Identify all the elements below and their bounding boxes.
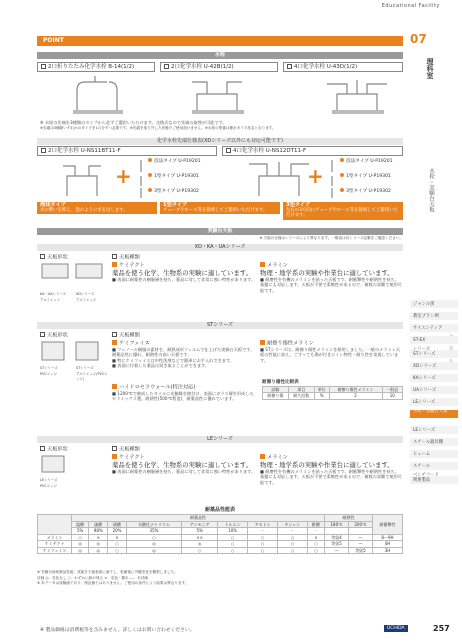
chem-col-header: 水酸化ナトリウム bbox=[126, 521, 181, 528]
sidebar-item[interactable]: ヒューム bbox=[410, 450, 458, 459]
maker-logo: UCHIDA bbox=[384, 625, 408, 632]
sidebar-item[interactable]: スチール器具棚 bbox=[410, 438, 458, 447]
chem-cell: ○ bbox=[248, 541, 278, 548]
st-scratch-table: 耐擦り傷性比較表 試験 項目 単位 耐擦り傷性メラミン 一般品 耐擦り傷 耐久回数 % 2 10 bbox=[262, 380, 403, 400]
chem-cell: ○ bbox=[218, 547, 248, 554]
chem-cell: ○ bbox=[278, 541, 308, 548]
sidebar-item[interactable]: KAシリーズ bbox=[410, 374, 458, 383]
chem-cell: ◎ bbox=[72, 547, 89, 554]
faucet-note-2: ※先端は3種類いずれかのタイプを1口分ずつ必要です。※先端を取り外した状態でご使用頂けません。※水栓の型番は節水タイプ品名となります。 bbox=[40, 126, 276, 130]
chapter-number: 07 bbox=[410, 32, 427, 46]
chem-col-header: 200℃ bbox=[349, 521, 373, 528]
faucet-header-u43d: 4口化学水栓 U-43D(1/2) bbox=[283, 62, 403, 72]
st-edge-images bbox=[40, 340, 108, 364]
chem-col-header: アセトン bbox=[248, 521, 278, 528]
faucet-select-title: 化学水栓先端仕様表(XDシリーズ以外にも対応可能です) bbox=[37, 138, 403, 145]
chem-cell: — bbox=[349, 534, 373, 541]
chem-row-name: ケミテクト bbox=[38, 541, 72, 548]
sidebar-item[interactable]: STシリーズ bbox=[410, 350, 458, 359]
st-shape2-caption: STシリーズ アルミエッジ(PVCエッジ) bbox=[76, 366, 108, 381]
dot-icon bbox=[340, 158, 344, 162]
chem-cell: ○ bbox=[72, 534, 89, 541]
dot-icon bbox=[148, 173, 152, 177]
chem-cell: ○ bbox=[126, 534, 181, 541]
le-melamine: メラミン 物理・地学系の実験や作業台に適しています。 ■ 耐磨性を有機のメラミンを貼った天板です。耐衝撃性や耐熱性を持ち、基盤にも対応します。天板が不要で柔軟性があるので、複数の実験で使用可能です。 bbox=[260, 454, 402, 485]
chem-cell: 8〜9H bbox=[372, 534, 402, 541]
chem-cell: 3H bbox=[372, 547, 402, 554]
top-bar bbox=[0, 0, 462, 14]
sidebar-item[interactable]: LEシリーズ bbox=[410, 398, 458, 407]
dot-icon bbox=[340, 173, 344, 177]
faucet-ns11-image bbox=[63, 166, 101, 196]
chem-pct: 5% bbox=[72, 528, 89, 535]
chem-cell: 4H bbox=[372, 541, 402, 548]
type-3-box: 3型タイプ 左右の3方向にチューブやホース等を接続してご使用いただけます。 bbox=[283, 202, 403, 220]
faucet-header-ns12: 4口化学水栓 U-NS12DT11-F bbox=[222, 146, 403, 156]
chem-cell: ○ bbox=[218, 534, 248, 541]
chem-cell: ◎ bbox=[126, 541, 181, 548]
chem-pct: - bbox=[307, 528, 324, 535]
tops-note: ※ 天板の仕様はシリーズにより異なります。一覧表は各シリーズ記載をご確認ください。 bbox=[259, 236, 403, 240]
chem-pct: 5% bbox=[182, 528, 218, 535]
sidebar-item[interactable]: ジャンル別 bbox=[410, 300, 458, 309]
chem-cell: ◎ bbox=[72, 541, 89, 548]
plus-icon: + bbox=[307, 164, 324, 188]
dot-icon bbox=[340, 188, 344, 192]
chem-pct: 35% bbox=[126, 528, 181, 535]
sidebar-item[interactable]: 教室プラン例 bbox=[410, 312, 458, 321]
faucet-header-u42b: 2口化学水栓 U-42B(1/2) bbox=[160, 62, 278, 72]
tops-section-title: 実験台天板 bbox=[37, 228, 403, 235]
chem-cell: ×× bbox=[182, 534, 218, 541]
chem-pct: - bbox=[278, 528, 308, 535]
faucet-section-title: 水栓 bbox=[37, 52, 403, 59]
sidebar-item[interactable]: LEシリーズ bbox=[410, 426, 458, 435]
chem-cell: × bbox=[89, 534, 108, 541]
chem-cell: ○ bbox=[307, 541, 324, 548]
chem-cell: ◎ bbox=[126, 547, 181, 554]
sidebar-item[interactable]: ST-EX bbox=[410, 336, 458, 345]
chem-pct: - bbox=[248, 528, 278, 535]
type-1-box: 1型タイプ チューブやホース等を接続してご使用いただけます。 bbox=[160, 202, 280, 214]
chem-col-header: アンモニア bbox=[182, 521, 218, 528]
plus-icon: + bbox=[115, 164, 132, 188]
faucet-header-ns11: 2口化学水栓 U-NS11BT11-F bbox=[37, 146, 217, 156]
chem-cell: ○ bbox=[248, 534, 278, 541]
chem-cell: ○ bbox=[278, 547, 308, 554]
le-chemitect: ケミテクト 薬品を使う化学、生物系の実験に適しています。 ■ 表面に耐薬性の樹脂層を持ち、薬品に対して非常に強い特性があります。 bbox=[112, 454, 256, 474]
st-shape-label: 天板形状 bbox=[40, 332, 68, 339]
chem-cell: ○ bbox=[108, 547, 127, 554]
chem-pct: 98% bbox=[89, 528, 108, 535]
faucet-header-b14: 2口折りたたみ化学水栓 B-14(1/2) bbox=[37, 62, 155, 72]
sidebar-item[interactable]: XDシリーズ bbox=[410, 362, 458, 371]
facility-label: Educational Facility bbox=[381, 3, 440, 9]
chem-cell: ○ bbox=[182, 547, 218, 554]
chem-cell: ◎ bbox=[89, 541, 108, 548]
chem-cell: ◎ bbox=[182, 541, 218, 548]
point-header: POINT bbox=[37, 36, 403, 46]
xd-shape2-caption: XDシリーズ アルミエッジ bbox=[76, 292, 97, 302]
st-type-label: 天板種類 bbox=[112, 332, 140, 339]
xd-shape-label: 天板形状 bbox=[40, 254, 68, 261]
chem-col-header: 塩酸 bbox=[72, 521, 89, 528]
xd-type-label: 天板種類 bbox=[112, 254, 140, 261]
faucet-ns12-image bbox=[249, 162, 309, 196]
chem-cell: 等級5 bbox=[325, 541, 349, 548]
tip-options-b: 技法タイプ U-P19201 1型タイプ U-P19301 3型タイプ U-P19302 bbox=[340, 158, 393, 195]
page-number: 257 bbox=[433, 624, 450, 633]
chem-table-title: 耐薬品性能表 bbox=[204, 507, 235, 513]
sidebar-item[interactable]: スチール bbox=[410, 462, 458, 471]
le-edge-image bbox=[40, 454, 80, 476]
chem-cell: ○ bbox=[248, 547, 278, 554]
chapter-title: 理科室 bbox=[426, 58, 434, 79]
sidebar-item[interactable]: サイエンティア bbox=[410, 324, 458, 333]
table-row bbox=[38, 547, 403, 554]
chem-cell: ○ bbox=[278, 534, 308, 541]
chem-pct: 10% bbox=[218, 528, 248, 535]
sidebar-item[interactable]: 水栓・実験台天板 bbox=[410, 410, 458, 419]
dot-icon bbox=[148, 158, 152, 162]
st-chemiface: ケミフェイス ■ フェノール樹脂の素材を、耐熱成形フィルムで仕上げた実験台天板です。耐薬品性に優れ、耐熱性の高い天板です。 ■ 特にケミフェイスは中性洗剤などで簡単にお手入れできます。 ■ 表面に付着した薬品は拭き取ることができます。 bbox=[112, 340, 255, 368]
chem-col-header: 硝酸 bbox=[108, 521, 127, 528]
xd-series-title: XD・KA・UAシリーズ bbox=[37, 244, 403, 251]
chem-pct: 20% bbox=[108, 528, 127, 535]
le-shape1-caption: LEシリーズ PVCエッジ bbox=[40, 478, 58, 488]
st-shape1-caption: STシリーズ PVCエッジ bbox=[40, 366, 58, 376]
le-type-label: 天板種類 bbox=[112, 446, 140, 453]
chem-cell: × bbox=[307, 534, 324, 541]
tip-options-a: 技法タイプ U-P19201 1型タイプ U-P19301 3型タイプ U-P19302 bbox=[148, 158, 201, 195]
chem-cell: ◎ bbox=[89, 547, 108, 554]
xd-melamine: メラミン 物理・地学系の実験や作業台に適しています。 ■ 耐磨性を有機のメラミンを貼った天板です。耐衝撃性や耐熱性を持ち、基盤にも対応します。天板が不要で柔軟性があるので、複数の実験で使用可能です。 bbox=[260, 262, 402, 293]
chem-notes: ※ 実験台用耐薬品性能：試薬を天板表面に滴下し、乾燥後に外観変化を観察しました。 評価 ◎：変化なし ○：わずかに跡が残る ×：変色・膨れ ―：未評価 ※ 本データは試験値であり、保証値ではありません。ご使用の条件により結果は異なります。 bbox=[37, 570, 189, 585]
xd-shape1-caption: KA・UAシリーズ アルミエッジ bbox=[40, 292, 67, 302]
chem-cell: — bbox=[325, 547, 349, 554]
chem-row-name: ケミフェイス bbox=[38, 547, 72, 554]
chem-col-header: 酢酸 bbox=[307, 521, 324, 528]
le-series-title: LEシリーズ bbox=[37, 436, 403, 443]
faucet-b14-image bbox=[73, 76, 123, 114]
chem-col-header: トルエン bbox=[218, 521, 248, 528]
chem-table: 耐薬品性 耐熱性 耐衝撃性 塩酸 硫酸 硝酸 水酸化ナトリウム アンモニア トルエン アセトン キシレン 酢酸 180℃ 200℃ 5% 98% 20% 35% 5% 10% - - - メラミン ○ × × ○ ×× ○ ○ ○ × 等級4 — 8〜9H ケミテクト ◎ ◎ ○ ◎ ◎ ○ ○ ○ ○ 等級5 — 4H ケミフェイス ◎ ◎ ○ ◎ ○ ○ ○ ○ ○ — 等級5 3H bbox=[37, 514, 403, 554]
le-shape-label: 天板形状 bbox=[40, 446, 68, 453]
st-scratch-melamine: 耐擦り傷性メラミン ■ STシリーズは、耐擦り傷性メラミンを採用しました。一般のメラミン天板の性能に加え、ごすっても傷が付きにくい物性・耐久性を実現しています。 bbox=[260, 340, 401, 363]
chem-cell: 等級5 bbox=[349, 547, 373, 554]
xd-edge-images bbox=[40, 262, 108, 288]
st-series-title: STシリーズ bbox=[37, 322, 403, 329]
chem-col-header: キシレン bbox=[278, 521, 308, 528]
footer-note: ※ 製品価格は消費税等を含みません。詳しくはお問い合わせください。 bbox=[40, 628, 195, 633]
chem-cell: 等級4 bbox=[325, 534, 349, 541]
chem-cell: × bbox=[108, 534, 127, 541]
faucet-note-1: ※ 水栓の先端を3種類のタイプから必ずご選択いただけます。交換式なので先端の取替が可能です。 bbox=[40, 120, 227, 125]
sidebar-item[interactable]: UAシリーズ bbox=[410, 386, 458, 395]
chem-col-header: 硫酸 bbox=[89, 521, 108, 528]
sidebar-item[interactable]: 関連製品 bbox=[410, 476, 458, 485]
chem-cell: — bbox=[349, 541, 373, 548]
st-hydroceramic: ハイドロセラウォール(特注対応) ■ 1200℃で焼成したタイルに光触媒を焼付け、表面にガラス層を形成したセラミックス製。耐熱性(500℃程度)、耐薬品性に優れています。 bbox=[112, 384, 254, 401]
chem-col-header: 180℃ bbox=[325, 521, 349, 528]
chem-cell: ○ bbox=[218, 541, 248, 548]
dot-icon bbox=[148, 188, 152, 192]
faucet-u43d-image bbox=[327, 80, 387, 114]
type-foam-box: 泡沫タイプ 水の勢いを抑え、泡のように水を出します。 bbox=[37, 202, 157, 214]
faucet-u42b-image bbox=[192, 82, 244, 114]
chapter-subtitle: 水栓・実験台天板 bbox=[428, 168, 434, 212]
chem-cell: ○ bbox=[108, 541, 127, 548]
chem-row-name: メラミン bbox=[38, 534, 72, 541]
xd-chemitect: ケミテクト 薬品を使う化学、生物系の実験に適しています。 ■ 表面に耐薬性の樹脂層を持ち、薬品に対して非常に強い特性があります。 bbox=[112, 262, 256, 282]
chem-cell: ○ bbox=[307, 547, 324, 554]
faucet-images bbox=[37, 72, 403, 118]
